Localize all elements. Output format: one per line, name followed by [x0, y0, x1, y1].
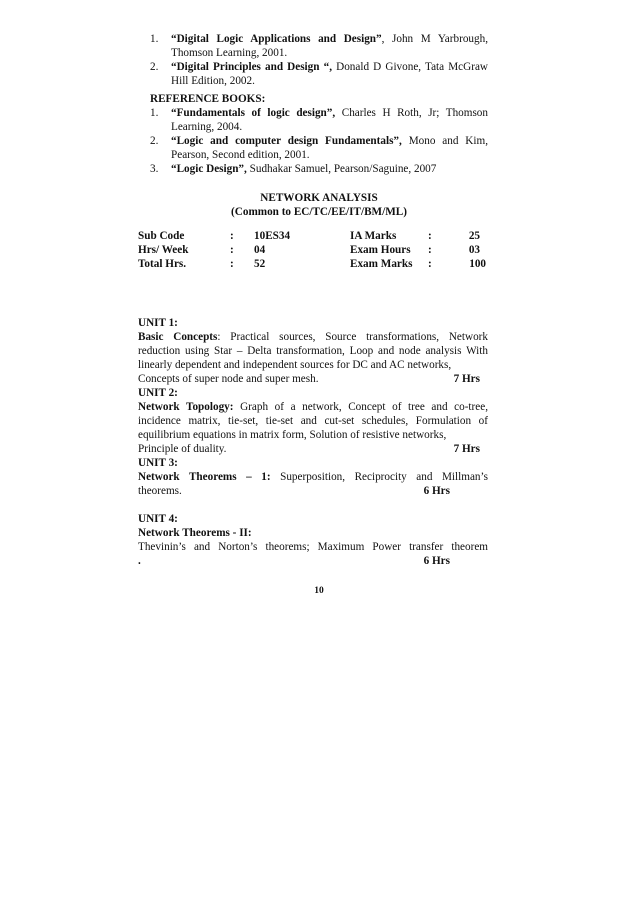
field-colon: :: [428, 230, 432, 242]
unit-topic: Network Topology:: [138, 401, 234, 413]
book-details: Charles H Roth, Jr; Thomson Learning, 2004.: [171, 107, 488, 133]
book-title: “Digital Principles and Design “,: [171, 61, 332, 73]
item-number: 2.: [150, 61, 159, 73]
unit-content: [138, 400, 488, 442]
list-item: [150, 106, 488, 134]
unit-1: [138, 316, 488, 386]
unit-topic: Network Theorems – 1:: [138, 471, 271, 483]
unit-text-end: theorems.: [138, 485, 182, 497]
unit-content: [138, 470, 488, 484]
unit-last-line: [138, 554, 488, 568]
unit-last-line: [138, 442, 488, 456]
book-title: “Digital Logic Applications and Design”: [171, 33, 382, 45]
unit-hours: 7 Hrs: [453, 443, 480, 455]
unit-topic: Basic Concepts: [138, 331, 218, 343]
course-info-table: [138, 229, 498, 271]
book-title: “Fundamentals of logic design”,: [171, 107, 336, 119]
field-label: Total Hrs.: [138, 258, 187, 270]
unit-label: UNIT 1:: [138, 317, 178, 329]
list-item: [150, 134, 488, 162]
page-number: 10: [314, 586, 324, 596]
field-label: Sub Code: [138, 230, 185, 242]
field-label: Exam Marks: [350, 258, 413, 270]
reference-books: [150, 92, 488, 176]
unit-3: [138, 456, 488, 498]
item-number: 1.: [150, 107, 159, 119]
unit-content: [138, 330, 488, 372]
field-value: 03: [468, 244, 480, 256]
unit-hours: 6 Hrs: [423, 555, 450, 567]
unit-topic: Network Theorems - II:: [138, 527, 252, 539]
book-title: “Logic Design”,: [171, 163, 247, 175]
field-colon: :: [230, 230, 234, 242]
table-row: [138, 243, 498, 257]
course-title: NETWORK ANALYSIS: [260, 192, 378, 204]
book-details: Sudhakar Samuel, Pearson/Saguine, 2007: [246, 163, 437, 175]
syllabus-units: [138, 316, 488, 568]
book-details: Donald D Givone, Tata McGraw Hill Edition, 2002.: [171, 61, 488, 87]
field-colon: :: [230, 258, 234, 270]
field-colon: :: [428, 244, 432, 256]
reference-heading: REFERENCE BOOKS:: [150, 93, 266, 105]
unit-hours: 6 Hrs: [423, 485, 450, 497]
unit-label: UNIT 3:: [138, 457, 178, 469]
field-value: 10ES34: [254, 230, 291, 242]
field-label: Hrs/ Week: [138, 244, 189, 256]
book-title: “Logic and computer design Fundamentals”,: [171, 135, 402, 147]
field-colon: :: [428, 258, 432, 270]
field-label: Exam Hours: [350, 244, 411, 256]
course-heading: [150, 191, 488, 219]
unit-text-end: Concepts of super node and super mesh.: [138, 373, 319, 385]
field-value: 25: [468, 230, 480, 242]
field-value: 04: [254, 244, 266, 256]
table-row: [138, 229, 498, 243]
table-row: [138, 257, 498, 271]
unit-text: Graph of a network, Concept of tree and co-tree, incidence matrix, tie-set, tie-set and cut-set schedules, Formulation of equilibrium equations in matrix form, Solution of resistive networks,: [138, 401, 488, 441]
item-number: 1.: [150, 33, 159, 45]
list-item: [150, 60, 488, 88]
item-number: 3.: [150, 163, 159, 175]
unit-text: : Practical sources, Source transformations, Network reduction using Star – Delta transformation, Loop and node analysis With linearly dependent and independent sources for DC and AC networks,: [138, 331, 488, 371]
book-details: , John M Yarbrough, Thomson Learning, 2001.: [171, 33, 488, 59]
unit-text-end: .: [138, 555, 141, 567]
unit-4: [138, 512, 488, 568]
unit-2: [138, 386, 488, 456]
book-details: Mono and Kim, Pearson, Second edition, 2001.: [171, 135, 488, 161]
unit-text: Thevinin’s and Norton’s theorems; Maximum Power transfer theorem: [138, 541, 488, 553]
unit-text-end: Principle of duality.: [138, 443, 227, 455]
item-number: 2.: [150, 135, 159, 147]
unit-last-line: [138, 484, 488, 498]
unit-hours: 7 Hrs: [453, 373, 480, 385]
unit-label: UNIT 2:: [138, 387, 178, 399]
course-subtitle: (Common to EC/TC/EE/IT/BM/ML): [231, 206, 407, 218]
unit-label: UNIT 4:: [138, 513, 178, 525]
field-value: 100: [469, 258, 486, 270]
field-label: IA Marks: [350, 230, 397, 242]
unit-last-line: [138, 372, 488, 386]
unit-text: Superposition, Reciprocity and Millman’s: [270, 471, 488, 483]
field-value: 52: [254, 258, 266, 270]
list-item: [150, 32, 488, 60]
list-item: [150, 162, 488, 176]
textbook-list: [150, 32, 488, 88]
field-colon: :: [230, 244, 234, 256]
